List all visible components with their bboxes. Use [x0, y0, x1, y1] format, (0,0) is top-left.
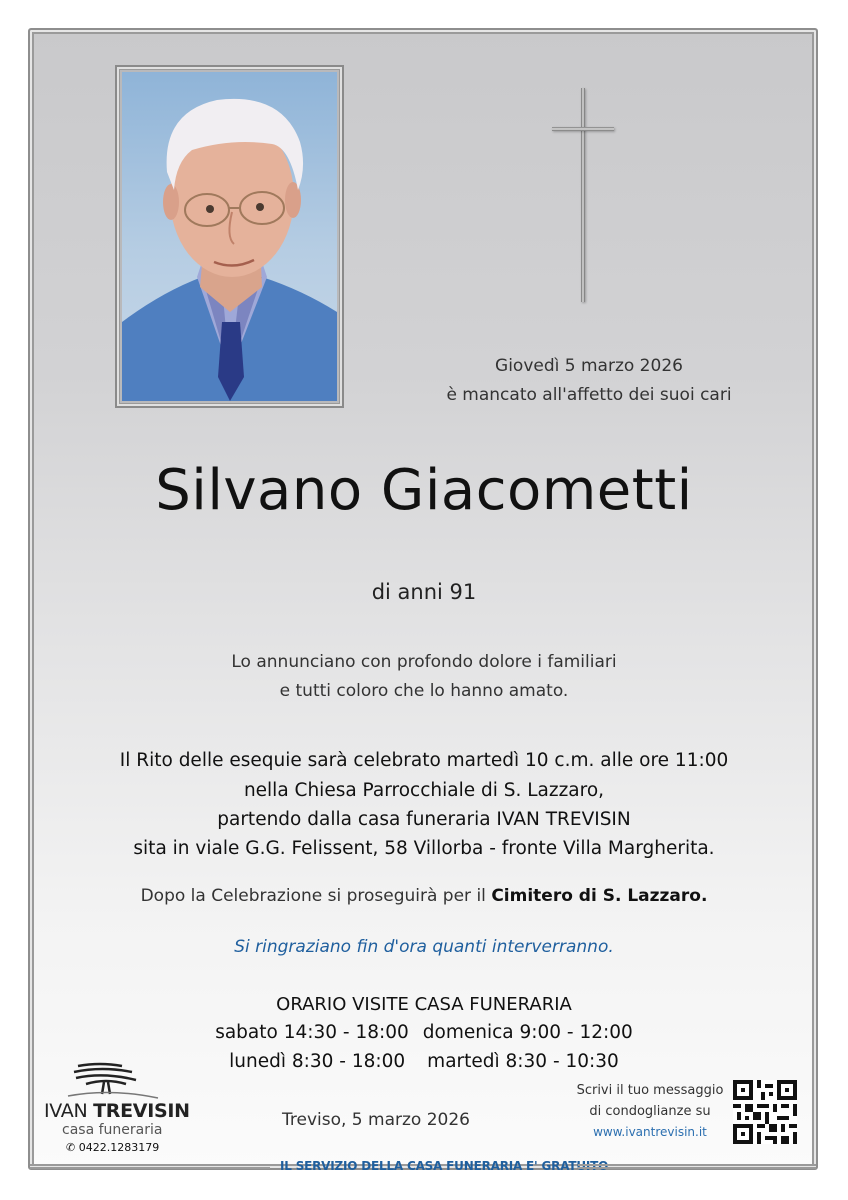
- thanks-message: Si ringraziano fin d'ora quanti interverranno.: [234, 937, 614, 957]
- funeral-line-2: nella Chiesa Parrocchiale di S. Lazzaro,: [243, 780, 605, 801]
- funeral-home-subtitle: casa funeraria: [62, 1122, 163, 1138]
- visiting-hours-row-1: [0, 1022, 848, 1043]
- deceased-age: di anni 91: [371, 580, 477, 604]
- visiting-hours-title: ORARIO VISITE CASA FUNERARIA: [276, 994, 572, 1015]
- funeral-home-phone[interactable]: ✆ 0422.1283179: [66, 1141, 160, 1154]
- whatsapp-phone-icon: ✆: [66, 1141, 76, 1154]
- cemetery-name: Cimitero di S. Lazzaro.: [491, 886, 708, 906]
- hours-saturday: sabato 14:30 - 18:00: [215, 1022, 409, 1043]
- hours-monday: lunedì 8:30 - 18:00: [229, 1051, 406, 1072]
- condolences-url-link[interactable]: www.ivantrevisin.it: [593, 1125, 707, 1139]
- deceased-name: Silvano Giacometti: [155, 458, 693, 523]
- qr-code-icon[interactable]: [733, 1080, 797, 1144]
- portrait-photo: [122, 72, 337, 401]
- footer-divider-left: [30, 1164, 270, 1169]
- condolences-box: [575, 1080, 725, 1143]
- cross-icon: [552, 88, 614, 302]
- funeral-line-1: Il Rito delle esequie sarà celebrato martedì 10 c.m. alle ore 11:00: [119, 750, 729, 771]
- footer-band: [0, 1158, 848, 1176]
- announcement-line-2: e tutti coloro che lo hanno amato.: [279, 681, 569, 701]
- hours-tuesday: martedì 8:30 - 10:30: [427, 1051, 619, 1072]
- condolences-line-2: di condoglianze su: [589, 1104, 711, 1119]
- footer-divider-right: [578, 1164, 816, 1169]
- place-and-date: Treviso, 5 marzo 2026: [282, 1110, 470, 1130]
- funeral-home-logo: [40, 1060, 190, 1160]
- tree-logo-icon: [40, 1060, 190, 1102]
- after-ceremony: [0, 886, 848, 906]
- footer-text: IL SERVIZIO DELLA CASA FUNERARIA E' GRATUITO: [280, 1159, 609, 1173]
- death-phrase: è mancato all'affetto dei suoi cari: [446, 385, 732, 405]
- portrait-frame: [115, 65, 344, 408]
- funeral-home-name: IVAN TREVISIN: [44, 1100, 190, 1122]
- portrait-illustration: [122, 72, 337, 401]
- funeral-line-4: sita in viale G.G. Felissent, 58 Villorba - fronte Villa Margherita.: [133, 838, 715, 859]
- hours-sunday: domenica 9:00 - 12:00: [422, 1022, 633, 1043]
- after-ceremony-prefix: Dopo la Celebrazione si proseguirà per il: [140, 886, 492, 906]
- condolences-line-1: Scrivi il tuo messaggio: [576, 1083, 724, 1098]
- funeral-line-3: partendo dalla casa funeraria IVAN TREVISIN: [217, 809, 631, 830]
- death-date: Giovedì 5 marzo 2026: [495, 356, 683, 376]
- announcement-line-1: Lo annunciano con profondo dolore i familiari: [231, 652, 617, 672]
